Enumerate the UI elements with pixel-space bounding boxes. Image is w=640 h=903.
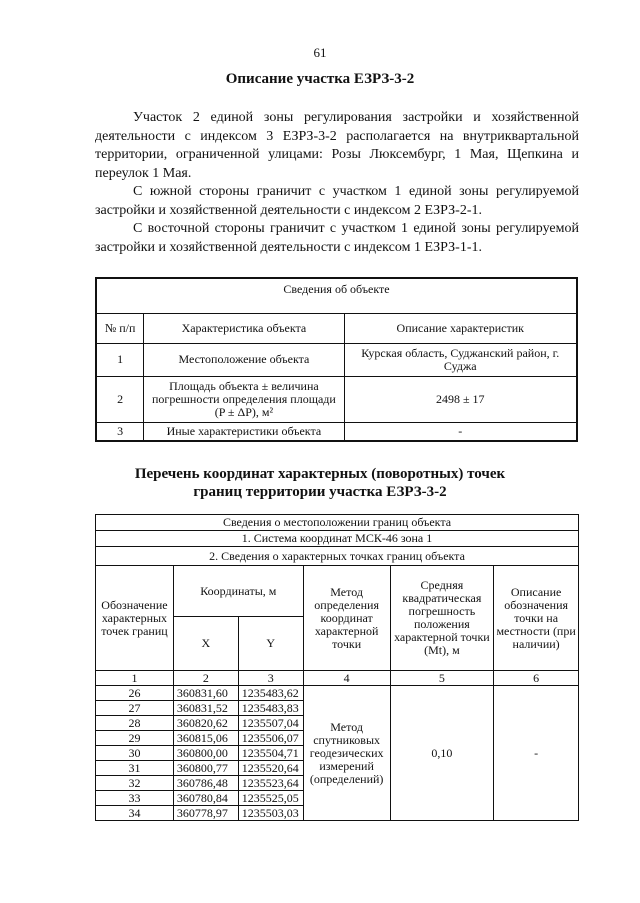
- cell-point: 30: [96, 746, 174, 761]
- description-text: [95, 109, 579, 257]
- cell-number: 1: [96, 343, 144, 376]
- cell-desc: -: [344, 422, 577, 441]
- cell-desc: 2498 ± 17: [344, 376, 577, 422]
- cell-x: 360800,00: [173, 746, 238, 761]
- cell-x: 360815,06: [173, 731, 238, 746]
- column-number: 5: [390, 671, 494, 686]
- header-description: Описание обозначения точки на местности (при наличии): [494, 566, 579, 671]
- table-header-row: [96, 566, 579, 617]
- paragraph: С южной стороны граничит с участком 1 единой зоны регулируемой застройки и хозяйственной деятельности с индексом 2 ЕЗРЗ-2-1.: [95, 184, 579, 218]
- cell-point: 32: [96, 776, 174, 791]
- cell-y: 1235525,05: [238, 791, 303, 806]
- header-cell: Характеристика объекта: [144, 313, 344, 343]
- section-title: Описание участка ЕЗРЗ-3-2: [225, 71, 415, 87]
- cell-y: 1235523,64: [238, 776, 303, 791]
- cell-error: 0,10: [390, 686, 494, 821]
- header-coordinates: Координаты, м: [173, 566, 303, 617]
- cell-name: Площадь объекта ± величина погрешности определения площади (P ± ΔP), м²: [144, 376, 344, 422]
- header-cell: Описание характеристик: [344, 313, 577, 343]
- column-number: 3: [238, 671, 303, 686]
- column-number-row: [96, 671, 579, 686]
- cell-y: 1235506,07: [238, 731, 303, 746]
- cell-y: 1235483,62: [238, 686, 303, 701]
- cell-name: Иные характеристики объекта: [144, 422, 344, 441]
- cell-point: 28: [96, 716, 174, 731]
- table-caption: 1. Система координат МСК-46 зона 1: [96, 531, 579, 547]
- cell-y: 1235483,83: [238, 701, 303, 716]
- column-number: 2: [173, 671, 238, 686]
- header-cell: № п/п: [96, 313, 144, 343]
- header-y: Y: [238, 617, 303, 671]
- cell-y: 1235504,71: [238, 746, 303, 761]
- column-number: 1: [96, 671, 174, 686]
- table-caption-row: [96, 547, 579, 566]
- cell-number: 3: [96, 422, 144, 441]
- page-number: 61: [313, 45, 327, 60]
- cell-x: 360780,84: [173, 791, 238, 806]
- cell-point: 26: [96, 686, 174, 701]
- header-point: Обозначение характерных точек границ: [96, 566, 174, 671]
- table-row: [96, 422, 577, 441]
- cell-point: 34: [96, 806, 174, 821]
- table-caption-row: [96, 531, 579, 547]
- cell-x: 360786,48: [173, 776, 238, 791]
- paragraph: С восточной стороны граничит с участком 1 единой зоны регулируемой застройки и хозяйственной деятельности с индексом 1 ЕЗРЗ-1-1.: [95, 221, 579, 255]
- coordinates-table: [95, 514, 579, 821]
- cell-y: 1235520,64: [238, 761, 303, 776]
- table-row: [96, 376, 577, 422]
- header-x: X: [173, 617, 238, 671]
- object-info-table: [95, 277, 578, 442]
- cell-point: 31: [96, 761, 174, 776]
- cell-method: Метод спутниковых геодезических измерений (определений): [303, 686, 390, 821]
- table-header-row: [96, 313, 577, 343]
- table-row: [96, 686, 579, 701]
- table-caption: Сведения об объекте: [96, 278, 577, 313]
- cell-x: 360778,97: [173, 806, 238, 821]
- table-row: [96, 343, 577, 376]
- cell-description: -: [494, 686, 579, 821]
- cell-desc: Курская область, Суджанский район, г. Суджа: [344, 343, 577, 376]
- paragraph: Участок 2 единой зоны регулирования застройки и хозяйственной деятельности с индексом 3 ЕЗРЗ-3-2 располагается на внутриквартальной территории, ограниченной улицами: Розы Люксембург, 1 Мая, Щепкина и переулок 1 Мая.: [95, 110, 579, 181]
- coordinates-title-line: границ территории участка ЕЗРЗ-3-2: [193, 484, 447, 500]
- cell-y: 1235507,04: [238, 716, 303, 731]
- header-method: Метод определения координат характерной точки: [303, 566, 390, 671]
- cell-point: 29: [96, 731, 174, 746]
- table-caption: Сведения о местоположении границ объекта: [96, 515, 579, 531]
- cell-x: 360820,62: [173, 716, 238, 731]
- cell-y: 1235503,03: [238, 806, 303, 821]
- cell-point: 33: [96, 791, 174, 806]
- cell-name: Местоположение объекта: [144, 343, 344, 376]
- table-caption: 2. Сведения о характерных точках границ объекта: [96, 547, 579, 566]
- cell-point: 27: [96, 701, 174, 716]
- cell-x: 360831,52: [173, 701, 238, 716]
- column-number: 6: [494, 671, 579, 686]
- coordinates-title: [0, 465, 640, 501]
- column-number: 4: [303, 671, 390, 686]
- table-caption-row: [96, 515, 579, 531]
- table-caption-row: [96, 278, 577, 313]
- header-error: Средняя квадратическая погрешность положения характерной точки (Mt), м: [390, 566, 494, 671]
- cell-x: 360831,60: [173, 686, 238, 701]
- cell-number: 2: [96, 376, 144, 422]
- coordinates-title-line: Перечень координат характерных (поворотных) точек: [134, 466, 506, 482]
- cell-x: 360800,77: [173, 761, 238, 776]
